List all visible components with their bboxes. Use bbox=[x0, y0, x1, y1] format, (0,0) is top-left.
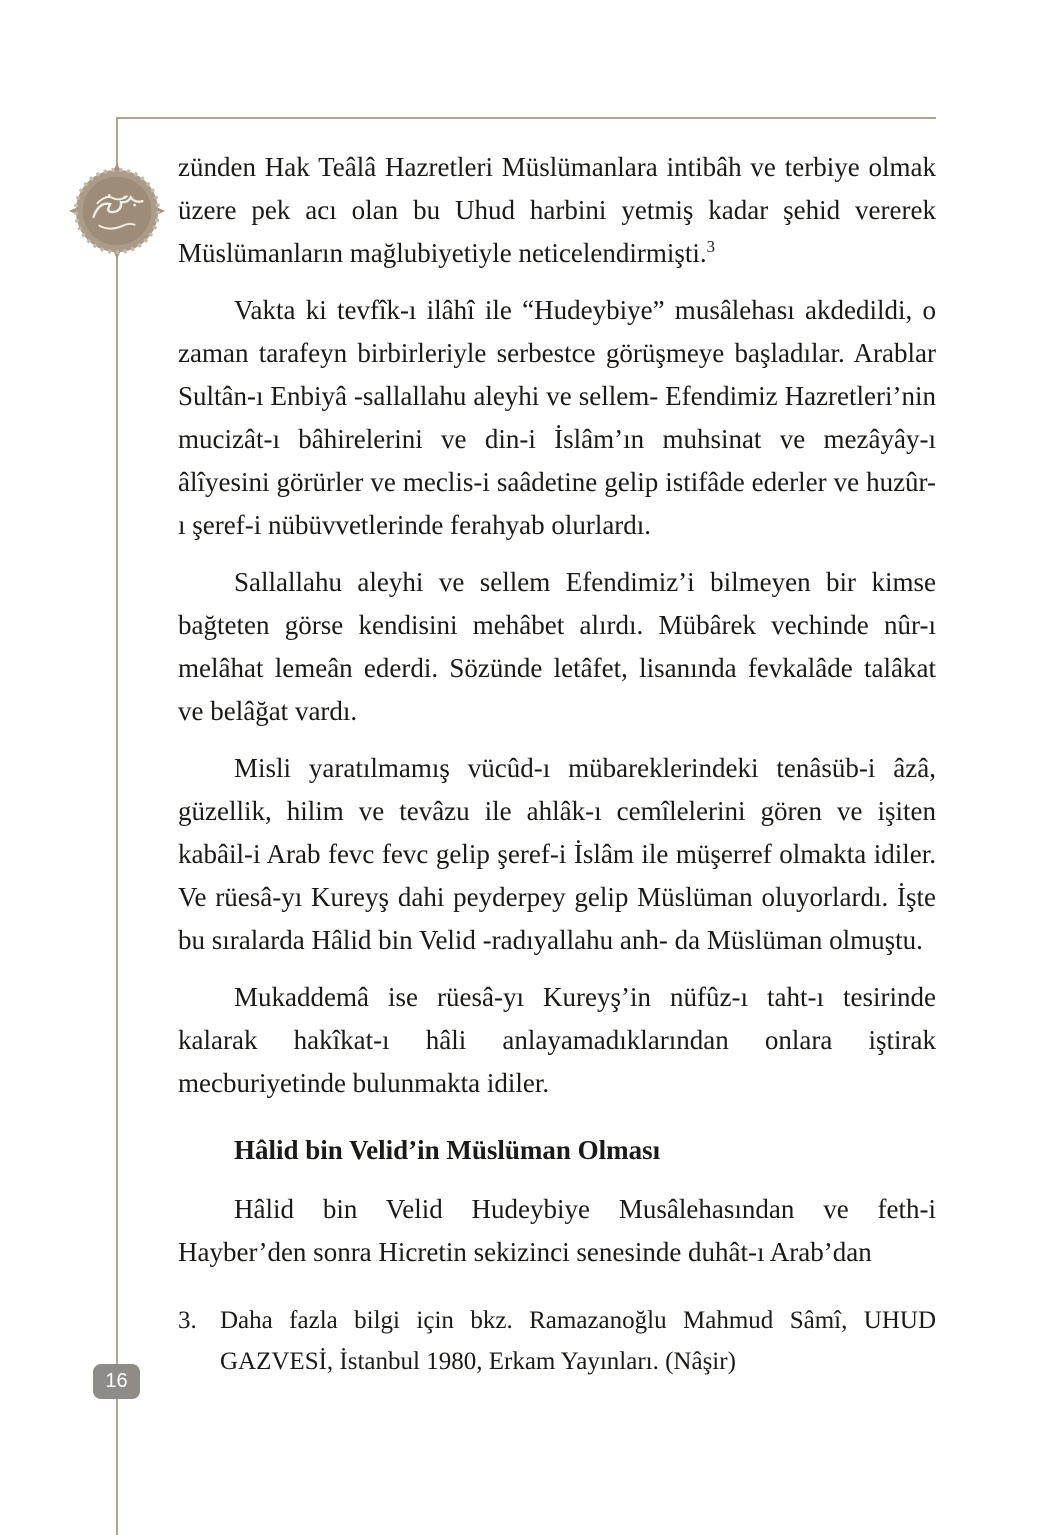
paragraph: Hâlid bin Velid Hudeybiye Musâlehasından ve feth-i Hayber’den sonra Hicretin sekizinci senesinde duhât-ı Arab’dan bbox=[178, 1194, 936, 1267]
paragraph-text: zünden Hak Teâlâ Hazretleri Müslümanlara intibâh ve terbiye olmak üzere pek acı olan bu Uhud harbini yetmiş kadar şehid vererek Müslümanların mağlubiyetiyle neticelendirmişti. bbox=[178, 152, 936, 268]
page-number: 16 bbox=[105, 1370, 128, 1392]
paragraph: Vakta ki tevfîk-ı ilâhî ile “Hudeybiye” musâlehası akdedildi, o zaman tarafeyn birbirleriyle serbestce görüşmeye başladılar. Arablar Sultân-ı Enbiyâ -sallallahu aleyhi ve sellem- Efendimiz Hazretleri’nin mucizât-ı bâhirelerini ve din-i İslâm’ın muhsinat ve mezâyây-ı âlîyesini görürler ve meclis-i saâdetine gelip istifâde ederler ve huzûr-ı şeref-i nübüvvetlerinde ferahyab olurlardı. bbox=[178, 295, 936, 540]
page-border-left bbox=[116, 117, 118, 1535]
footnote-number: 3. bbox=[178, 1307, 197, 1334]
footnote-marker: 3 bbox=[706, 237, 716, 256]
calligraphy-medallion-icon bbox=[68, 162, 166, 260]
page-number-badge bbox=[93, 1364, 140, 1399]
paragraph-continuation bbox=[178, 146, 936, 275]
paragraph: Mukaddemâ ise rüesâ-yı Kureyş’in nüfûz-ı taht-ı tesirinde kalarak hakîkat-ı hâli anlayamadıklarından onlara iştirak mecburiyetinde bulunmakta idiler. bbox=[178, 982, 936, 1098]
paragraph: Misli yaratılmamış vücûd-ı mübareklerindeki tenâsüb-i âzâ, güzellik, hilim ve tevâzu ile ahlâk-ı cemîlelerini gören ve işiten kabâil-i Arab fevc fevc gelip şeref-i İslâm ile müşerref olmakta idiler. Ve rüesâ-yı Kureyş dahi peyderpey gelip Müslüman oluyorlardı. İşte bu sıralarda Hâlid bin Velid -radıyallahu anh- da Müslüman olmuştu. bbox=[178, 753, 936, 955]
section-heading: Hâlid bin Velid’in Müslüman Olması bbox=[234, 1135, 661, 1165]
page-content bbox=[178, 146, 936, 1382]
page-border-top bbox=[116, 117, 936, 119]
paragraph: Sallallahu aleyhi ve sellem Efendimiz’i bilmeyen bir kimse bağteten görse kendisini mehâbet alırdı. Mübârek vechinde nûr-ı melâhat lemeân ederdi. Sözünde letâfet, lisanında fevkalâde talâkat ve belâğat vardı. bbox=[178, 567, 936, 726]
footnote-row bbox=[178, 1300, 936, 1382]
footnote bbox=[178, 1300, 936, 1382]
footnote-text: Daha fazla bilgi için bkz. Ramazanoğlu Mahmud Sâmî, UHUD GAZVESİ, İstanbul 1980, Erkam Yayınları. (Nâşir) bbox=[220, 1307, 936, 1375]
